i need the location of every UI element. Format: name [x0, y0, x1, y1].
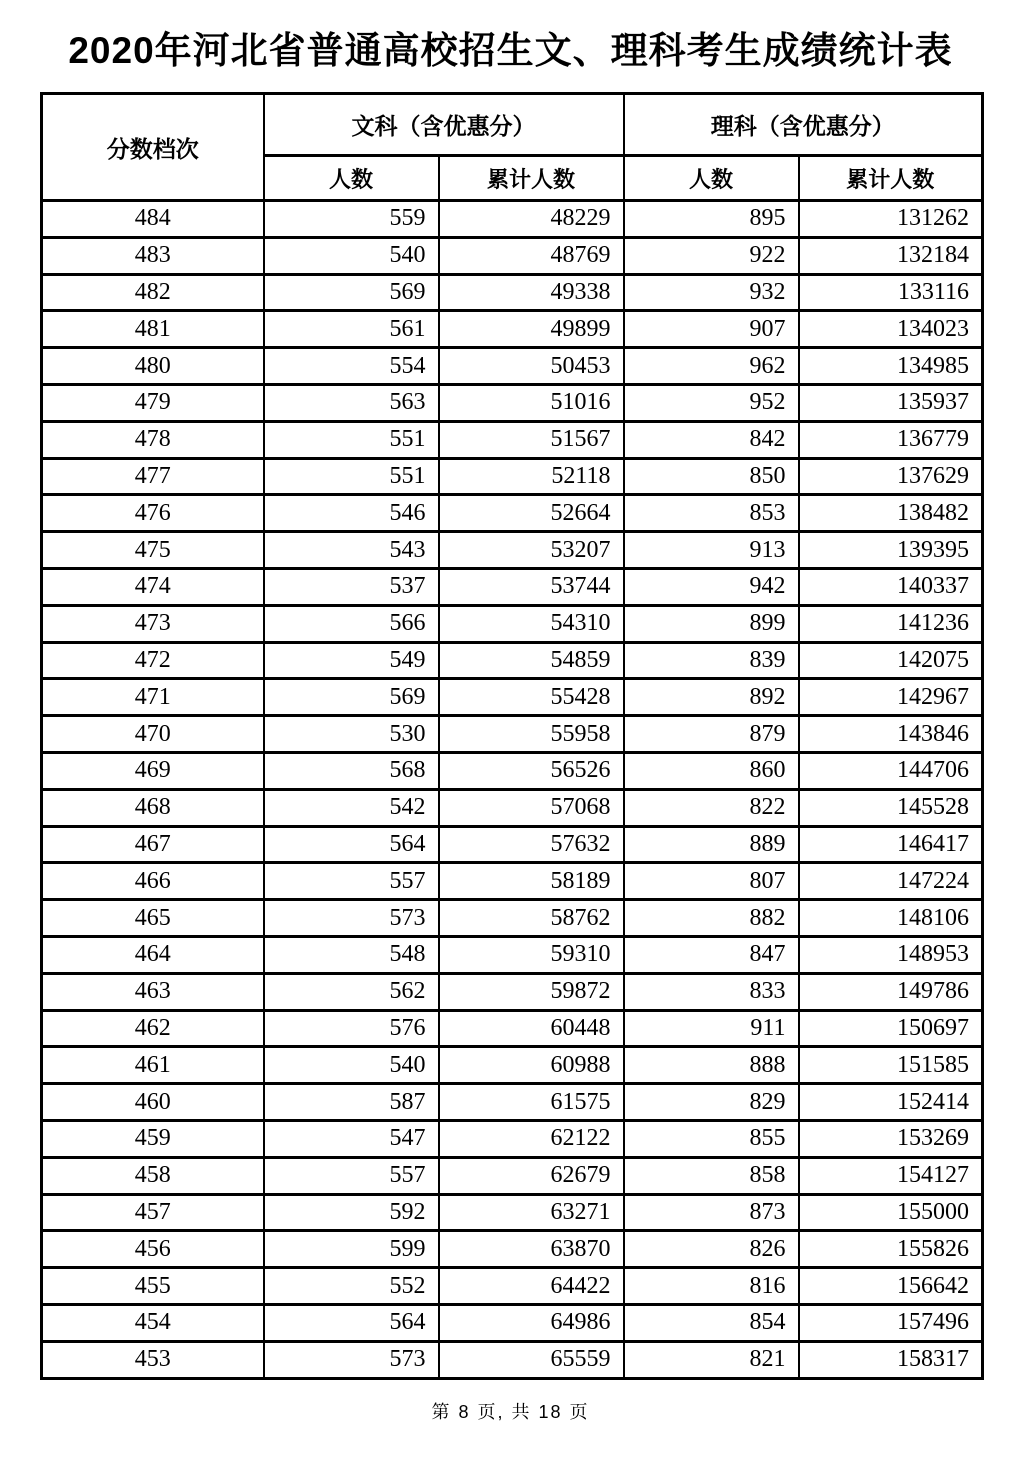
cell-score: 468	[42, 789, 264, 826]
cell-science-count: 839	[624, 642, 799, 679]
cell-arts-cumulative: 63271	[439, 1194, 624, 1231]
cell-science-cumulative: 158317	[799, 1341, 983, 1378]
cell-arts-count: 566	[264, 605, 439, 642]
cell-arts-cumulative: 62122	[439, 1120, 624, 1157]
cell-arts-count: 552	[264, 1268, 439, 1305]
cell-score: 478	[42, 421, 264, 458]
table-row	[42, 532, 983, 569]
cell-science-count: 899	[624, 605, 799, 642]
cell-score: 459	[42, 1120, 264, 1157]
cell-arts-count: 564	[264, 1304, 439, 1341]
cell-arts-count: 540	[264, 1047, 439, 1084]
table-row	[42, 1047, 983, 1084]
cell-score: 475	[42, 532, 264, 569]
cell-score: 467	[42, 826, 264, 863]
cell-arts-cumulative: 49338	[439, 274, 624, 311]
cell-science-cumulative: 151585	[799, 1047, 983, 1084]
cell-science-count: 816	[624, 1268, 799, 1305]
cell-science-cumulative: 144706	[799, 752, 983, 789]
table-row	[42, 568, 983, 605]
cell-science-count: 907	[624, 311, 799, 348]
cell-arts-count: 559	[264, 201, 439, 238]
table-row	[42, 1010, 983, 1047]
cell-science-count: 932	[624, 274, 799, 311]
cell-science-count: 922	[624, 237, 799, 274]
cell-arts-cumulative: 60988	[439, 1047, 624, 1084]
cell-score: 473	[42, 605, 264, 642]
cell-score: 458	[42, 1157, 264, 1194]
cell-arts-cumulative: 52118	[439, 458, 624, 495]
table-row	[42, 495, 983, 532]
cell-science-cumulative: 137629	[799, 458, 983, 495]
table-row	[42, 1120, 983, 1157]
cell-score: 457	[42, 1194, 264, 1231]
table-row	[42, 642, 983, 679]
cell-arts-count: 540	[264, 237, 439, 274]
cell-arts-count: 568	[264, 752, 439, 789]
cell-science-cumulative: 156642	[799, 1268, 983, 1305]
cell-arts-count: 547	[264, 1120, 439, 1157]
cell-arts-cumulative: 61575	[439, 1084, 624, 1121]
column-header-science-count: 人数	[624, 156, 799, 201]
table-row	[42, 458, 983, 495]
table-row	[42, 1268, 983, 1305]
cell-score: 479	[42, 384, 264, 421]
cell-science-cumulative: 149786	[799, 973, 983, 1010]
cell-arts-count: 573	[264, 1341, 439, 1378]
cell-science-count: 842	[624, 421, 799, 458]
cell-arts-count: 551	[264, 421, 439, 458]
cell-score: 471	[42, 679, 264, 716]
cell-arts-cumulative: 51567	[439, 421, 624, 458]
cell-arts-count: 546	[264, 495, 439, 532]
cell-arts-cumulative: 56526	[439, 752, 624, 789]
cell-score: 453	[42, 1341, 264, 1378]
cell-score: 484	[42, 201, 264, 238]
cell-science-count: 847	[624, 936, 799, 973]
cell-science-count: 888	[624, 1047, 799, 1084]
cell-score: 455	[42, 1268, 264, 1305]
cell-score: 482	[42, 274, 264, 311]
cell-science-count: 858	[624, 1157, 799, 1194]
table-row	[42, 1231, 983, 1268]
page-title: 2020年河北省普通高校招生文、理科考生成绩统计表	[68, 30, 953, 71]
cell-arts-cumulative: 54859	[439, 642, 624, 679]
cell-arts-count: 569	[264, 274, 439, 311]
cell-arts-cumulative: 53744	[439, 568, 624, 605]
cell-arts-cumulative: 48769	[439, 237, 624, 274]
cell-science-count: 942	[624, 568, 799, 605]
cell-arts-cumulative: 64986	[439, 1304, 624, 1341]
cell-arts-cumulative: 55958	[439, 716, 624, 753]
cell-science-count: 913	[624, 532, 799, 569]
table-row	[42, 716, 983, 753]
cell-science-cumulative: 142967	[799, 679, 983, 716]
table-row	[42, 752, 983, 789]
cell-score: 456	[42, 1231, 264, 1268]
cell-arts-cumulative: 60448	[439, 1010, 624, 1047]
cell-score: 461	[42, 1047, 264, 1084]
cell-arts-count: 562	[264, 973, 439, 1010]
cell-science-cumulative: 139395	[799, 532, 983, 569]
cell-arts-cumulative: 55428	[439, 679, 624, 716]
cell-science-cumulative: 140337	[799, 568, 983, 605]
cell-science-cumulative: 143846	[799, 716, 983, 753]
table-row	[42, 384, 983, 421]
cell-score: 474	[42, 568, 264, 605]
column-group-arts: 文科（含优惠分）	[264, 94, 624, 156]
cell-science-cumulative: 152414	[799, 1084, 983, 1121]
cell-science-count: 853	[624, 495, 799, 532]
cell-score: 470	[42, 716, 264, 753]
cell-arts-cumulative: 59872	[439, 973, 624, 1010]
cell-science-count: 826	[624, 1231, 799, 1268]
cell-science-count: 850	[624, 458, 799, 495]
cell-score: 472	[42, 642, 264, 679]
table-row	[42, 863, 983, 900]
cell-score: 466	[42, 863, 264, 900]
cell-arts-cumulative: 59310	[439, 936, 624, 973]
cell-arts-cumulative: 63870	[439, 1231, 624, 1268]
cell-science-count: 873	[624, 1194, 799, 1231]
table-row	[42, 1084, 983, 1121]
table-row	[42, 348, 983, 385]
cell-score: 469	[42, 752, 264, 789]
cell-arts-count: 543	[264, 532, 439, 569]
cell-science-cumulative: 148953	[799, 936, 983, 973]
page-number-footer: 第 8 页, 共 18 页	[431, 1402, 590, 1422]
cell-science-cumulative: 148106	[799, 900, 983, 937]
cell-science-count: 829	[624, 1084, 799, 1121]
column-header-score-level: 分数档次	[42, 94, 264, 201]
cell-science-count: 879	[624, 716, 799, 753]
cell-arts-cumulative: 57068	[439, 789, 624, 826]
cell-score: 460	[42, 1084, 264, 1121]
cell-arts-cumulative: 62679	[439, 1157, 624, 1194]
cell-arts-count: 564	[264, 826, 439, 863]
cell-arts-count: 557	[264, 1157, 439, 1194]
cell-arts-cumulative: 51016	[439, 384, 624, 421]
cell-score: 464	[42, 936, 264, 973]
cell-science-count: 833	[624, 973, 799, 1010]
table-row	[42, 421, 983, 458]
table-row	[42, 201, 983, 238]
cell-score: 476	[42, 495, 264, 532]
cell-arts-cumulative: 48229	[439, 201, 624, 238]
cell-arts-cumulative: 57632	[439, 826, 624, 863]
cell-science-cumulative: 147224	[799, 863, 983, 900]
cell-arts-cumulative: 54310	[439, 605, 624, 642]
cell-arts-count: 548	[264, 936, 439, 973]
table-body	[42, 201, 983, 1379]
cell-arts-count: 592	[264, 1194, 439, 1231]
table-row	[42, 311, 983, 348]
table-row	[42, 900, 983, 937]
cell-science-cumulative: 157496	[799, 1304, 983, 1341]
column-group-science: 理科（含优惠分）	[624, 94, 983, 156]
cell-science-count: 882	[624, 900, 799, 937]
cell-score: 481	[42, 311, 264, 348]
cell-science-cumulative: 135937	[799, 384, 983, 421]
cell-science-cumulative: 131262	[799, 201, 983, 238]
cell-science-count: 889	[624, 826, 799, 863]
cell-score: 483	[42, 237, 264, 274]
cell-arts-count: 530	[264, 716, 439, 753]
cell-score: 462	[42, 1010, 264, 1047]
cell-arts-count: 599	[264, 1231, 439, 1268]
table-header	[42, 94, 983, 201]
cell-score: 463	[42, 973, 264, 1010]
table-row	[42, 973, 983, 1010]
cell-science-cumulative: 141236	[799, 605, 983, 642]
cell-science-count: 855	[624, 1120, 799, 1157]
cell-arts-count: 561	[264, 311, 439, 348]
cell-science-cumulative: 146417	[799, 826, 983, 863]
table-row	[42, 1157, 983, 1194]
cell-science-cumulative: 136779	[799, 421, 983, 458]
column-header-arts-count: 人数	[264, 156, 439, 201]
cell-science-count: 892	[624, 679, 799, 716]
cell-science-cumulative: 155000	[799, 1194, 983, 1231]
cell-arts-count: 569	[264, 679, 439, 716]
table-row	[42, 605, 983, 642]
cell-science-count: 860	[624, 752, 799, 789]
cell-science-cumulative: 134985	[799, 348, 983, 385]
cell-science-cumulative: 153269	[799, 1120, 983, 1157]
table-row	[42, 936, 983, 973]
cell-science-cumulative: 132184	[799, 237, 983, 274]
cell-science-cumulative: 134023	[799, 311, 983, 348]
cell-arts-cumulative: 50453	[439, 348, 624, 385]
cell-score: 454	[42, 1304, 264, 1341]
cell-arts-count: 549	[264, 642, 439, 679]
cell-score: 480	[42, 348, 264, 385]
cell-arts-count: 576	[264, 1010, 439, 1047]
column-header-science-cumulative: 累计人数	[799, 156, 983, 201]
cell-science-count: 952	[624, 384, 799, 421]
table-row	[42, 1304, 983, 1341]
column-header-arts-cumulative: 累计人数	[439, 156, 624, 201]
cell-arts-count: 554	[264, 348, 439, 385]
score-statistics-table	[40, 92, 984, 1380]
cell-science-cumulative: 154127	[799, 1157, 983, 1194]
cell-science-cumulative: 150697	[799, 1010, 983, 1047]
cell-score: 477	[42, 458, 264, 495]
cell-arts-cumulative: 65559	[439, 1341, 624, 1378]
cell-arts-cumulative: 64422	[439, 1268, 624, 1305]
cell-score: 465	[42, 900, 264, 937]
cell-arts-count: 587	[264, 1084, 439, 1121]
cell-science-count: 821	[624, 1341, 799, 1378]
cell-science-count: 822	[624, 789, 799, 826]
table-row	[42, 826, 983, 863]
cell-arts-cumulative: 58189	[439, 863, 624, 900]
cell-science-count: 962	[624, 348, 799, 385]
table-row	[42, 679, 983, 716]
table-row	[42, 1341, 983, 1378]
cell-science-cumulative: 155826	[799, 1231, 983, 1268]
cell-arts-cumulative: 53207	[439, 532, 624, 569]
cell-science-count: 854	[624, 1304, 799, 1341]
table-row	[42, 237, 983, 274]
cell-science-cumulative: 142075	[799, 642, 983, 679]
table-row	[42, 274, 983, 311]
cell-science-cumulative: 138482	[799, 495, 983, 532]
cell-science-count: 895	[624, 201, 799, 238]
cell-arts-count: 573	[264, 900, 439, 937]
cell-science-cumulative: 145528	[799, 789, 983, 826]
cell-arts-cumulative: 58762	[439, 900, 624, 937]
table-row	[42, 789, 983, 826]
cell-arts-cumulative: 49899	[439, 311, 624, 348]
cell-arts-count: 542	[264, 789, 439, 826]
cell-arts-cumulative: 52664	[439, 495, 624, 532]
cell-arts-count: 557	[264, 863, 439, 900]
cell-science-count: 807	[624, 863, 799, 900]
cell-science-count: 911	[624, 1010, 799, 1047]
cell-arts-count: 537	[264, 568, 439, 605]
cell-arts-count: 551	[264, 458, 439, 495]
cell-arts-count: 563	[264, 384, 439, 421]
table-row	[42, 1194, 983, 1231]
cell-science-cumulative: 133116	[799, 274, 983, 311]
